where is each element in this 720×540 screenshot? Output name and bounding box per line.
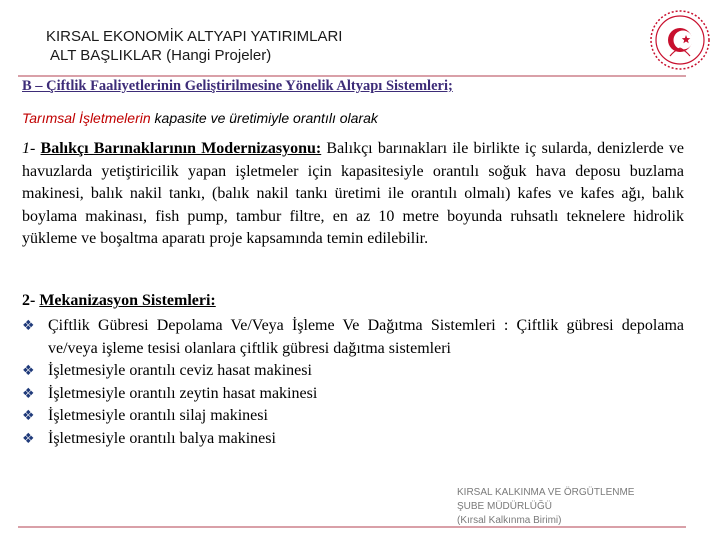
section-subtitle	[22, 110, 378, 126]
list-item: ❖ İşletmesiyle orantılı silaj makinesi	[22, 405, 684, 428]
item-2-number: 2-	[22, 292, 36, 309]
diamond-bullet-icon: ❖	[22, 385, 35, 402]
subtitle-highlight: Tarımsal İşletmelerin	[22, 110, 151, 126]
section-heading: B – Çiftlik Faaliyetlerinin Geliştirilmesine Yönelik Altyapı Sistemleri;	[22, 78, 453, 94]
list-item: ❖ İşletmesiyle orantılı ceviz hasat makinesi	[22, 360, 684, 383]
footer-line-3: (Kırsal Kalkınma Birimi)	[457, 515, 562, 526]
subtitle-text: kapasite ve üretimiyle orantılı olarak	[150, 110, 378, 126]
mechanization-list	[22, 315, 684, 450]
list-item: ❖ Çiftlik Gübresi Depolama Ve/Veya İşleme Ve Dağıtma Sistemleri : Çiftlik gübresi depolama ve/veya işleme tesisi olanlara çiftlik gübresi dağıtma sistemleri	[22, 317, 684, 357]
diamond-bullet-icon: ❖	[22, 408, 35, 424]
title-line-2: ALT BAŞLIKLAR (Hangi Projeler)	[50, 47, 272, 64]
page-title	[46, 27, 342, 65]
list-item: ❖ İşletmesiyle orantılı balya makinesi	[22, 428, 684, 451]
diamond-bullet-icon: ❖	[22, 318, 35, 334]
item-2-heading	[22, 292, 216, 310]
title-line-1: KIRSAL EKONOMİK ALTYAPI YATIRIMLARI	[46, 28, 343, 45]
ministry-emblem-icon	[648, 8, 712, 72]
diamond-bullet-icon: ❖	[22, 430, 35, 447]
footer-divider	[18, 526, 686, 528]
item-1-paragraph	[22, 138, 684, 251]
item-1-number: 1-	[22, 140, 36, 157]
item-2-title: Mekanizasyon Sistemleri:	[39, 292, 216, 309]
list-item: ❖ İşletmesiyle orantılı zeytin hasat makinesi	[22, 383, 684, 406]
footer-line-2: ŞUBE MÜDÜRLÜĞÜ	[457, 501, 553, 512]
diamond-bullet-icon: ❖	[22, 363, 35, 379]
header-divider	[18, 75, 686, 77]
footer-line-1: KIRSAL KALKINMA VE ÖRGÜTLENME	[457, 487, 635, 498]
footer-department	[457, 486, 634, 528]
item-1-title: Balıkçı Barınaklarının Modernizasyonu:	[40, 140, 322, 157]
item-1-text: Balıkçı barınakları ile birlikte iç sularda, denizlerde ve havuzlarda yetiştiricilik yapan işletmeler için kapasitesiyle orantılı soğuk hava deposu buzlama makinesi, balık nakil tankı, (balık nakil tankı üretimi ile orantılı olmalı) kafes ve kafes ağı, balık boylama makinası, fish pump, tambur filtre, en az 10 metre boyunda ruhsatlı teknelere hidrolik yükleme ve boşaltma aparatı proje kapsamında temin edilebilir.	[22, 140, 685, 247]
